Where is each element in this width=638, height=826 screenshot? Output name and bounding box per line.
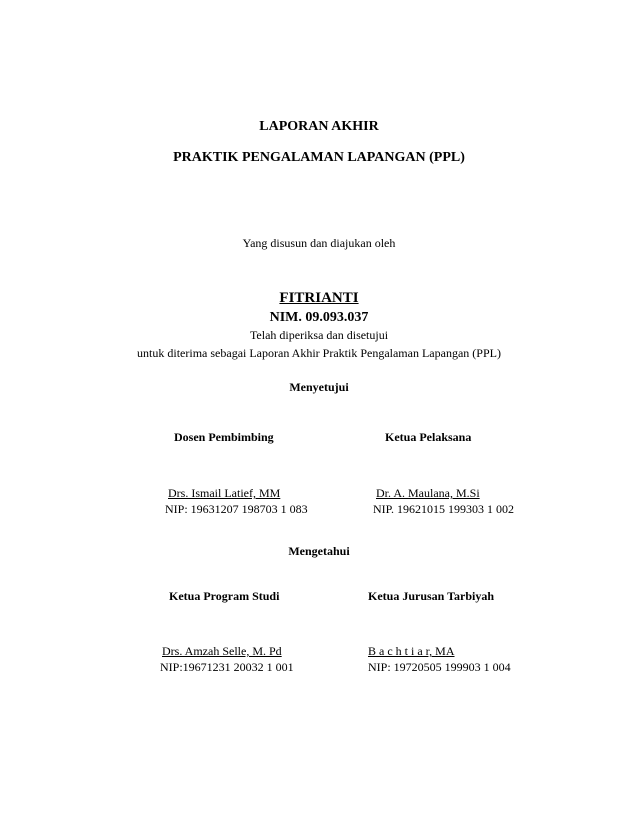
nip-dosen-pembimbing: NIP: 19631207 198703 1 083 bbox=[165, 502, 308, 516]
name-ketua-program-studi: Drs. Amzah Selle, M. Pd bbox=[162, 644, 282, 658]
report-title: LAPORAN AKHIR bbox=[259, 119, 379, 134]
intro-text: Yang disusun dan diajukan oleh bbox=[242, 236, 396, 250]
role-dosen-pembimbing: Dosen Pembimbing bbox=[174, 430, 274, 444]
name-ketua-jurusan: B a c h t i a r, MA bbox=[368, 644, 455, 658]
nip-ketua-pelaksana: NIP. 19621015 199303 1 002 bbox=[373, 502, 515, 516]
approval-heading: Menyetujui bbox=[289, 380, 349, 394]
role-ketua-program-studi: Ketua Program Studi bbox=[169, 589, 280, 603]
author-name: FITRIANTI bbox=[279, 290, 359, 306]
name-dosen-pembimbing: Drs. Ismail Latief, MM bbox=[168, 486, 281, 500]
acknowledge-heading: Mengetahui bbox=[288, 544, 350, 558]
author-nim: NIM. 09.093.037 bbox=[269, 310, 369, 325]
report-subtitle: PRAKTIK PENGALAMAN LAPANGAN (PPL) bbox=[173, 150, 465, 165]
nip-ketua-jurusan: NIP: 19720505 199903 1 004 bbox=[368, 660, 511, 674]
nip-ketua-program-studi: NIP:19671231 20032 1 001 bbox=[160, 660, 294, 674]
role-ketua-pelaksana: Ketua Pelaksana bbox=[385, 430, 472, 444]
approval-line-1: Telah diperiksa dan disetujui bbox=[249, 328, 389, 342]
name-ketua-pelaksana: Dr. A. Maulana, M.Si bbox=[376, 486, 480, 500]
role-ketua-jurusan: Ketua Jurusan Tarbiyah bbox=[368, 589, 495, 603]
approval-line-2: untuk diterima sebagai Laporan Akhir Praktik Pengalaman Lapangan (PPL) bbox=[137, 346, 501, 360]
